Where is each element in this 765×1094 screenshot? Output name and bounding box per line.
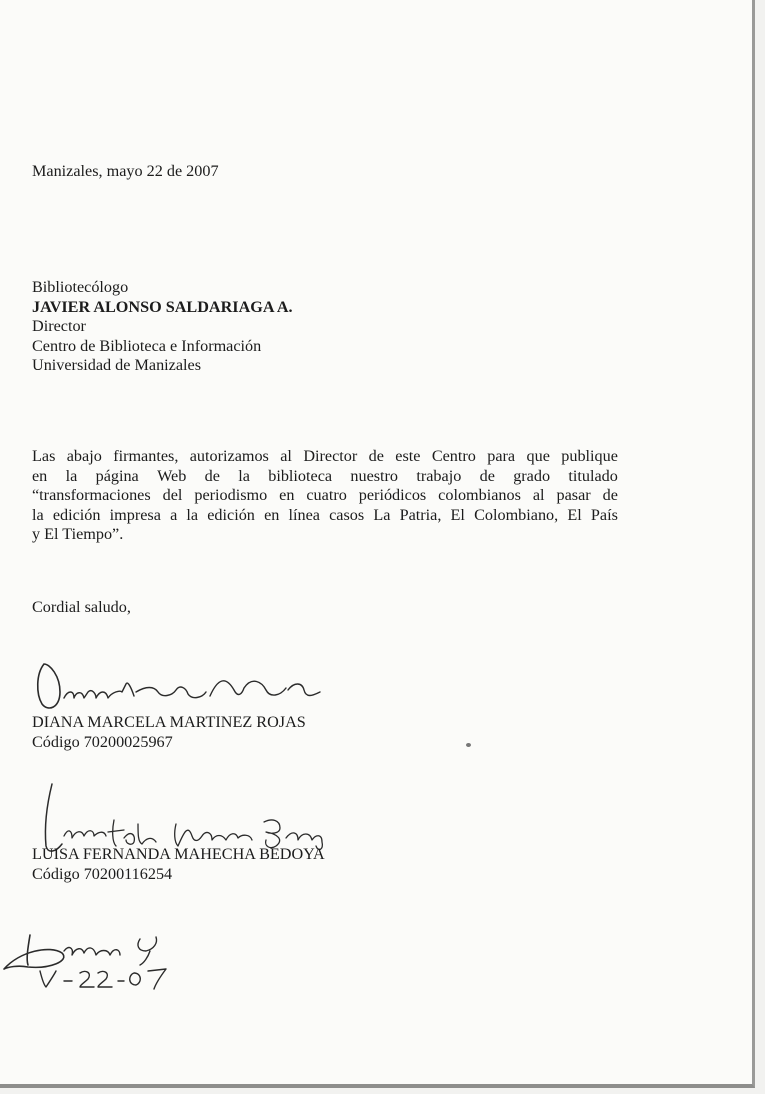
receipt-signature-handwriting xyxy=(0,925,190,995)
addressee-department: Centro de Biblioteca e Información xyxy=(32,336,262,355)
signer-1 xyxy=(32,713,306,752)
scan-speck xyxy=(466,743,471,747)
signer-1-code: Código 70200025967 xyxy=(32,732,173,751)
addressee-position: Director xyxy=(32,317,86,335)
signer-2-code: Código 70200116254 xyxy=(32,864,173,883)
addressee-title: Bibliotecólogo xyxy=(32,278,129,296)
body-line: en la página Web de la biblioteca nuestro trabajo de grado titulado xyxy=(32,466,618,485)
letter-body xyxy=(32,447,618,545)
body-line: Las abajo firmantes, autorizamos al Director de este Centro para que publique xyxy=(32,447,618,465)
addressee-block xyxy=(32,278,293,376)
addressee-institution: Universidad de Manizales xyxy=(32,356,202,374)
body-line: y El Tiempo”. xyxy=(32,525,124,543)
body-line: “transformaciones del periodismo en cuatro periódicos colombianos al pasar de xyxy=(32,486,618,504)
signer-2 xyxy=(32,845,325,884)
date-line: Manizales, mayo 22 de 2007 xyxy=(32,162,219,180)
closing-line: Cordial saludo, xyxy=(32,598,131,616)
addressee-name: JAVIER ALONSO SALDARIAGA A. xyxy=(32,297,293,316)
body-line: la edición impresa a la edición en línea casos La Patria, El Colombiano, El País xyxy=(32,505,618,524)
signer-1-name: DIANA MARCELA MARTINEZ ROJAS xyxy=(32,713,306,731)
signer-2-name: LUISA FERNANDA MAHECHA BEDOYA xyxy=(32,845,325,863)
signature-1-handwriting xyxy=(30,652,330,722)
